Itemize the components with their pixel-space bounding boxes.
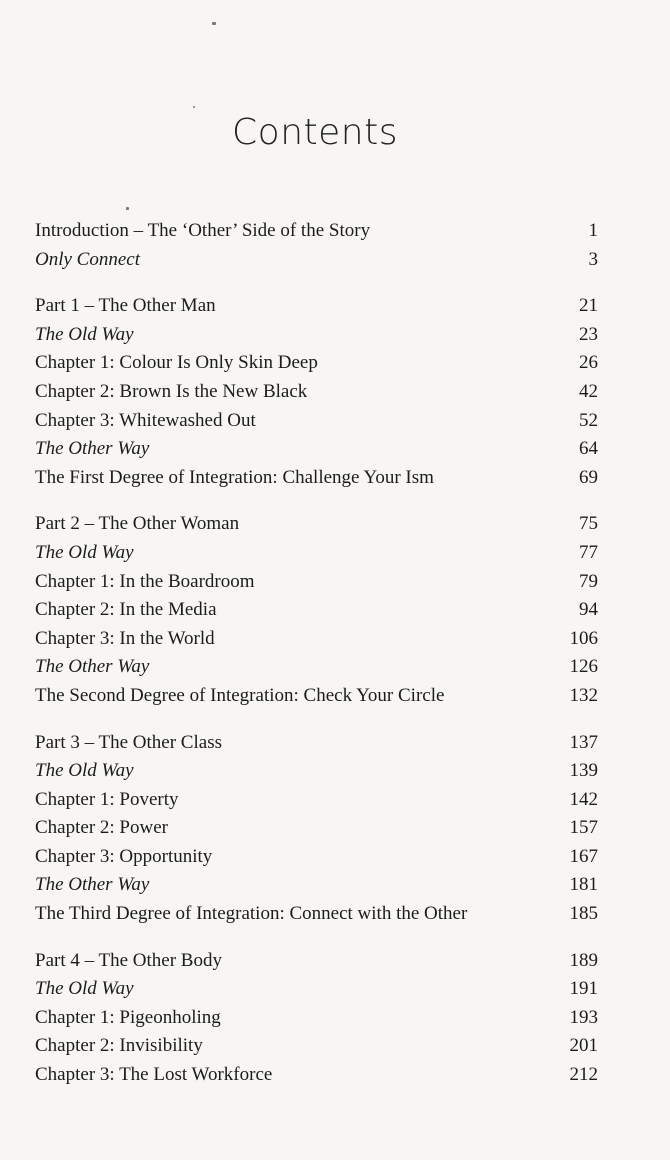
- toc-entry-page-number: 193: [569, 1006, 598, 1028]
- toc-section: [35, 947, 598, 1090]
- toc-entry: [35, 843, 598, 872]
- toc-entry-title: Chapter 3: In the World: [35, 627, 215, 649]
- toc-entry-title: The Old Way: [35, 978, 134, 1000]
- toc-entry-title: The Other Way: [35, 438, 150, 460]
- toc-entry-page-number: 201: [569, 1035, 598, 1057]
- toc-entry: [35, 757, 598, 786]
- toc-entry-page-number: 23: [579, 323, 598, 345]
- toc-entry-title: The Old Way: [35, 541, 134, 563]
- toc-entry: [35, 539, 598, 568]
- toc-entry: [35, 653, 598, 682]
- toc-entry-title: Part 1 – The Other Man: [35, 295, 216, 317]
- toc-entry: [35, 349, 598, 378]
- toc-entry-page-number: 189: [569, 949, 598, 971]
- toc-entry: [35, 975, 598, 1004]
- toc-entry-title: Chapter 1: Pigeonholing: [35, 1006, 221, 1028]
- toc-entry: [35, 510, 598, 539]
- toc-entry-title: Chapter 2: Invisibility: [35, 1035, 203, 1057]
- toc-entry-page-number: 157: [569, 817, 598, 839]
- toc-entry: [35, 871, 598, 900]
- toc-entry: [35, 1004, 598, 1033]
- toc-entry-title: Chapter 2: Power: [35, 817, 168, 839]
- toc-entry: [35, 246, 598, 275]
- toc-entry: [35, 435, 598, 464]
- toc-entry-title: Introduction – The ‘Other’ Side of the Story: [35, 220, 371, 241]
- toc-entry-title: Only Connect: [35, 248, 141, 270]
- toc-entry: [35, 217, 598, 246]
- toc-entry-page-number: 191: [569, 978, 598, 1000]
- toc-entry-page-number: 137: [569, 731, 598, 753]
- toc-entry-title: Chapter 2: In the Media: [35, 599, 217, 621]
- toc-entry-page-number: 126: [569, 656, 598, 678]
- table-of-contents: [35, 217, 598, 1090]
- toc-entry-page-number: 21: [579, 295, 598, 317]
- toc-entry: [35, 407, 598, 436]
- toc-entry-page-number: 106: [569, 627, 598, 649]
- toc-entry-page-number: 94: [579, 599, 598, 621]
- toc-entry-page-number: 64: [579, 438, 598, 460]
- toc-entry: [35, 568, 598, 597]
- toc-section: [35, 292, 598, 492]
- toc-entry-page-number: 26: [579, 352, 598, 374]
- toc-section: [35, 217, 598, 274]
- toc-entry-title: The Other Way: [35, 656, 150, 678]
- toc-entry: [35, 625, 598, 654]
- toc-entry: [35, 378, 598, 407]
- toc-entry: [35, 596, 598, 625]
- toc-entry-title: Chapter 1: In the Boardroom: [35, 570, 255, 592]
- toc-entry-page-number: 42: [579, 380, 598, 402]
- toc-entry-title: The Old Way: [35, 760, 134, 782]
- toc-entry: [35, 682, 598, 711]
- toc-entry: [35, 900, 598, 929]
- toc-entry-page-number: 139: [569, 760, 598, 782]
- toc-entry: [35, 321, 598, 350]
- toc-entry-title: Part 4 – The Other Body: [35, 949, 222, 971]
- toc-entry-page-number: 77: [579, 541, 598, 563]
- page-title: Contents: [232, 112, 398, 153]
- toc-entry-page-number: 142: [569, 788, 598, 810]
- toc-entry: [35, 1032, 598, 1061]
- toc-entry: [35, 292, 598, 321]
- toc-entry-title: Chapter 3: The Lost Workforce: [35, 1064, 273, 1086]
- toc-entry-title: Chapter 2: Brown Is the New Black: [35, 380, 308, 402]
- toc-entry: [35, 786, 598, 815]
- paper-speck: [193, 106, 195, 108]
- paper-speck: [126, 207, 129, 210]
- toc-entry-page-number: 1: [588, 220, 598, 241]
- toc-entry: [35, 1061, 598, 1090]
- toc-entry-page-number: 181: [569, 874, 598, 896]
- toc-entry-page-number: 3: [588, 248, 598, 270]
- toc-entry-page-number: 52: [579, 409, 598, 431]
- paper-speck: [212, 22, 216, 25]
- toc-entry-title: Chapter 1: Poverty: [35, 788, 179, 810]
- toc-entry-page-number: 79: [579, 570, 598, 592]
- toc-entry-title: Chapter 1: Colour Is Only Skin Deep: [35, 352, 318, 374]
- toc-entry-title: The First Degree of Integration: Challenge Your Ism: [35, 466, 434, 488]
- toc-entry-page-number: 185: [569, 903, 598, 925]
- toc-entry-page-number: 69: [579, 466, 598, 488]
- toc-entry: [35, 947, 598, 976]
- toc-entry-title: The Old Way: [35, 323, 134, 345]
- toc-entry-page-number: 167: [569, 845, 598, 867]
- toc-entry-title: Chapter 3: Whitewashed Out: [35, 409, 256, 431]
- toc-entry-title: Chapter 3: Opportunity: [35, 845, 213, 867]
- toc-entry-page-number: 132: [569, 684, 598, 706]
- toc-entry-title: The Other Way: [35, 874, 150, 896]
- toc-entry: [35, 729, 598, 758]
- toc-entry: [35, 814, 598, 843]
- toc-section: [35, 510, 598, 710]
- toc-entry-page-number: 212: [569, 1064, 598, 1086]
- toc-entry-title: Part 2 – The Other Woman: [35, 513, 240, 535]
- toc-section: [35, 729, 598, 929]
- toc-entry-title: The Third Degree of Integration: Connect with the Other: [35, 903, 468, 925]
- toc-entry-page-number: 75: [579, 513, 598, 535]
- toc-entry: [35, 464, 598, 493]
- toc-entry-title: The Second Degree of Integration: Check Your Circle: [35, 684, 445, 706]
- toc-entry-title: Part 3 – The Other Class: [35, 731, 222, 753]
